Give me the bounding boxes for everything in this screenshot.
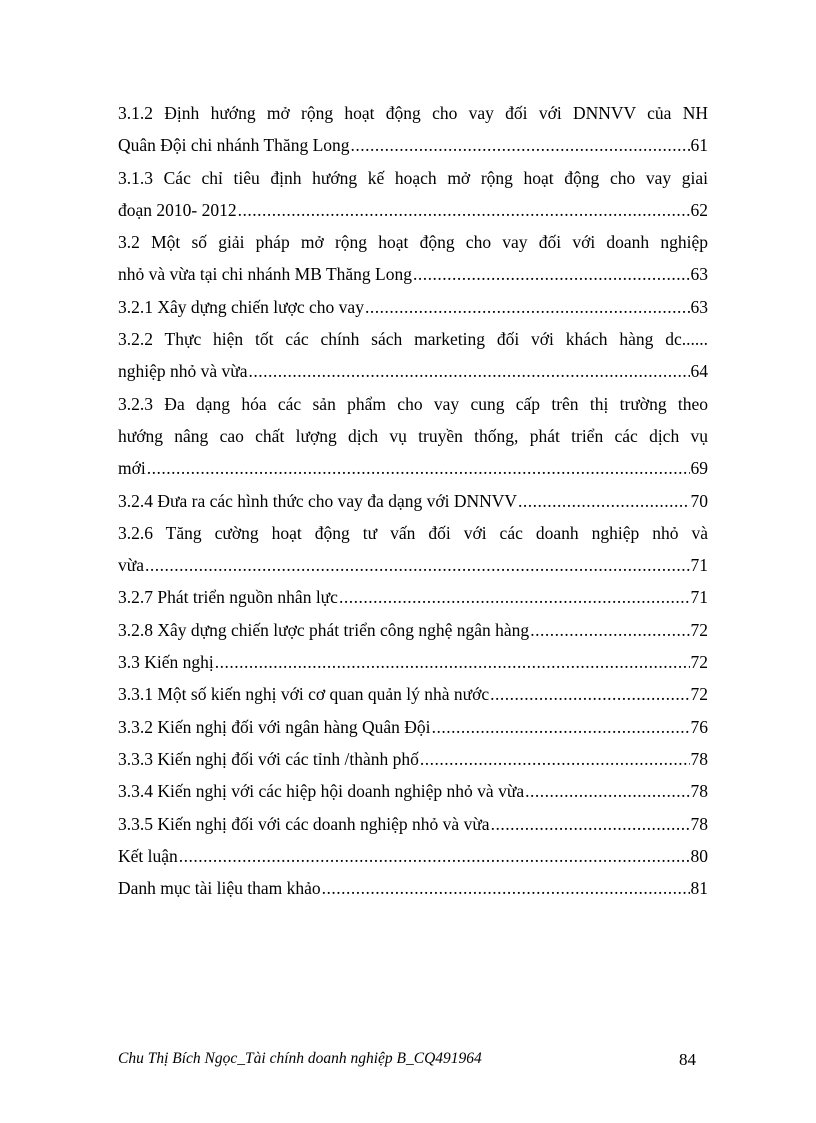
toc-entry-title-line: 3.2.3 Đa dạng hóa các sản phẩm cho vay cung cấp trên thị trường theo: [118, 393, 708, 414]
toc-entry-title: 3.2.7 Phát triển nguồn nhân lực: [118, 587, 338, 608]
toc-entry-title: 3.2.4 Đưa ra các hình thức cho vay đa dạng với DNNVV: [118, 490, 518, 511]
toc-page-number: 78: [690, 781, 708, 802]
toc-dot-leader: [432, 711, 690, 743]
toc-page-number: 70: [690, 490, 708, 511]
toc-entry-title-line: 3.2.6 Tăng cường hoạt động tư vấn đối với các doanh nghiệp nhỏ và: [118, 522, 708, 543]
toc-entry[interactable]: [118, 711, 708, 743]
toc-entry-title: Kết luận: [118, 845, 178, 866]
toc-page-number: 72: [690, 652, 708, 673]
toc-entry[interactable]: [118, 840, 708, 872]
toc-dot-leader: [249, 355, 690, 387]
toc-entry-row: [118, 678, 708, 710]
toc-entry-row: [118, 808, 708, 840]
toc-dot-leader: [490, 678, 689, 710]
toc-entry-row: [118, 194, 708, 226]
toc-entry-row: [118, 840, 708, 872]
toc-dot-leader: [365, 291, 690, 323]
toc-dot-leader: [179, 840, 690, 872]
toc-entry-row: [118, 129, 708, 161]
toc-entry-title: 3.3.3 Kiến nghị đối với các tỉnh /thành phố: [118, 748, 419, 769]
toc-page-number: 71: [690, 555, 708, 576]
toc-entry-title-line: hướng nâng cao chất lượng dịch vụ truyền thống, phát triển các dịch vụ: [118, 425, 708, 446]
toc-entry[interactable]: [118, 162, 708, 227]
toc-page-number: 63: [690, 296, 708, 317]
toc-entry-title: Danh mục tài liệu tham khảo: [118, 878, 321, 899]
toc-entry-row: [118, 452, 708, 484]
toc-entry-row: [118, 291, 708, 323]
toc-dot-leader: [420, 743, 690, 775]
toc-entry-title: nghiệp nhỏ và vừa: [118, 361, 248, 382]
toc-page-number: 76: [690, 716, 708, 737]
toc-entry-row: [118, 711, 708, 743]
toc-entry[interactable]: [118, 291, 708, 323]
toc-page-number: 72: [690, 619, 708, 640]
toc-entry-title: 3.3.2 Kiến nghị đối với ngân hàng Quân Đội: [118, 716, 431, 737]
toc-entry[interactable]: [118, 388, 708, 485]
toc-entry-title-line: 3.2.2 Thực hiện tốt các chính sách marketing đối với khách hàng dc......: [118, 329, 708, 350]
toc-entry[interactable]: [118, 646, 708, 678]
toc-entry-title: 3.3.1 Một số kiến nghị với cơ quan quản lý nhà nước: [118, 684, 490, 705]
toc-entry-row: [118, 581, 708, 613]
toc-entry[interactable]: [118, 872, 708, 904]
toc-entry-row: [118, 258, 708, 290]
toc-entry-title: 3.2.1 Xây dựng chiến lược cho vay: [118, 296, 364, 317]
toc-entry[interactable]: [118, 226, 708, 291]
toc-dot-leader: [491, 808, 690, 840]
toc-entry-row: [118, 743, 708, 775]
toc-dot-leader: [215, 646, 690, 678]
toc-dot-leader: [339, 581, 690, 613]
toc-entry-row: [118, 775, 708, 807]
toc-entry-title-line: 3.1.3 Các chỉ tiêu định hướng kế hoạch mở rộng hoạt động cho vay giai: [118, 167, 708, 188]
toc-entry-title: 3.3.4 Kiến nghị với các hiệp hội doanh nghiệp nhỏ và vừa: [118, 781, 525, 802]
toc-entry[interactable]: [118, 614, 708, 646]
toc-page-number: 62: [690, 199, 708, 220]
toc-entry-row: [118, 614, 708, 646]
toc-entry[interactable]: [118, 743, 708, 775]
toc-page-number: 69: [690, 458, 708, 479]
toc-dot-leader: [518, 485, 689, 517]
toc-dot-leader: [322, 872, 690, 904]
toc-entry-title: đoạn 2010- 2012: [118, 199, 237, 220]
toc-entry[interactable]: [118, 323, 708, 388]
toc-dot-leader: [238, 194, 690, 226]
toc-entry-title-line: 3.2 Một số giải pháp mở rộng hoạt động cho vay đối với doanh nghiệp: [118, 232, 708, 253]
toc-dot-leader: [145, 549, 689, 581]
toc-entry-row: [118, 549, 708, 581]
toc-entry[interactable]: [118, 581, 708, 613]
toc-entry-row: [118, 646, 708, 678]
toc-page-number: 78: [690, 813, 708, 834]
toc-page-number: 64: [690, 361, 708, 382]
toc-entry-title: vừa: [118, 555, 145, 576]
toc-entry-title: 3.2.8 Xây dựng chiến lược phát triển công nghệ ngân hàng: [118, 619, 530, 640]
toc-page-number: 71: [690, 587, 708, 608]
toc-entry-title-line: 3.1.2 Định hướng mở rộng hoạt động cho vay đối với DNNVV của NH: [118, 103, 708, 123]
toc-dot-leader: [413, 258, 690, 290]
toc-page-number: 72: [690, 684, 708, 705]
toc-entry[interactable]: [118, 97, 708, 162]
toc-entry-row: [118, 355, 708, 387]
toc-entry-title: mới: [118, 458, 146, 479]
toc-dot-leader: [525, 775, 689, 807]
toc-entry-title: Quân Đội chi nhánh Thăng Long: [118, 135, 350, 156]
footer-author-course: Chu Thị Bích Ngọc_Tài chính doanh nghiệp B_CQ491964: [118, 1050, 482, 1067]
table-of-contents: [118, 97, 708, 904]
toc-entry[interactable]: [118, 485, 708, 517]
toc-entry-title: 3.3.5 Kiến nghị đối với các doanh nghiệp nhỏ và vừa: [118, 813, 490, 834]
footer-page-number: 84: [679, 1050, 696, 1069]
toc-page-number: 80: [690, 845, 708, 866]
toc-dot-leader: [351, 129, 690, 161]
toc-dot-leader: [530, 614, 689, 646]
toc-entry-title: 3.3 Kiến nghị: [118, 652, 214, 673]
toc-page-number: 61: [690, 135, 708, 156]
toc-entry[interactable]: [118, 775, 708, 807]
toc-page-number: 78: [690, 748, 708, 769]
toc-entry[interactable]: [118, 678, 708, 710]
toc-dot-leader: [147, 452, 690, 484]
toc-entry-row: [118, 485, 708, 517]
toc-page-number: 81: [690, 878, 708, 899]
toc-entry[interactable]: [118, 808, 708, 840]
toc-entry-row: [118, 872, 708, 904]
toc-entry-title: nhỏ và vừa tại chi nhánh MB Thăng Long: [118, 264, 412, 285]
toc-page-number: 63: [690, 264, 708, 285]
toc-entry[interactable]: [118, 517, 708, 582]
